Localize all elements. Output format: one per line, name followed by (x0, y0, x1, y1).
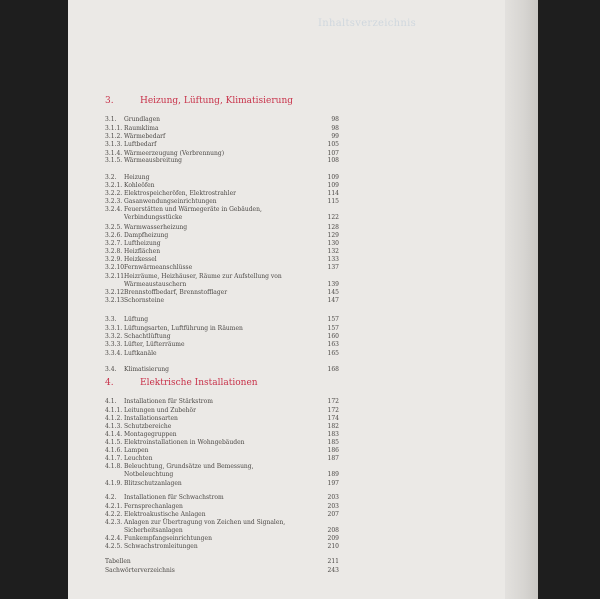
entry-number: 3.1. (105, 116, 117, 123)
entry-title: Wärmeaustauschern (124, 281, 187, 288)
entry-number: 4.2.5. (105, 543, 123, 550)
page-edge (505, 0, 538, 599)
entry-title: Wärmeerzeugung (Verbrennung) (124, 150, 225, 157)
entry-title: Installationen für Stärkstrom (124, 398, 213, 405)
toc-entry (105, 431, 339, 439)
entry-number: 3.1.5. (105, 157, 123, 164)
entry-page-number: 98 (331, 116, 339, 123)
entry-title: Montagegruppen (124, 431, 177, 438)
entry-page-number: 203 (327, 503, 339, 510)
entry-title: Fernwärmeanschlüsse (124, 264, 193, 271)
entry-page-number: 185 (327, 439, 339, 446)
toc-entry (105, 527, 339, 535)
entry-number: 3.2.6. (105, 232, 123, 239)
entry-page-number: 133 (327, 256, 339, 263)
toc-entry (105, 415, 339, 423)
entry-number: 3.2.5. (105, 224, 123, 231)
entry-page-number: 98 (331, 125, 339, 132)
entry-title: Wärmeausbreitung (124, 157, 183, 164)
toc-entry (105, 423, 339, 431)
entry-title: Elektroinstallationen in Wohngebäuden (124, 439, 245, 446)
entry-number: 3.1.1. (105, 125, 123, 132)
entry-number: 4.2.2. (105, 511, 123, 518)
entry-number: 3.2.7. (105, 240, 123, 247)
entry-page-number: 107 (327, 150, 339, 157)
entry-number: 3.4. (105, 366, 117, 373)
entry-page-number: 207 (327, 511, 339, 518)
entry-number: 3.2.9. (105, 256, 123, 263)
entry-title: Funkempfangseinrichtungen (124, 535, 212, 542)
entry-title: Klimatisierung (124, 366, 169, 373)
entry-title: Heizflächen (124, 248, 161, 255)
toc-entry (105, 248, 339, 256)
entry-number: 4.2.3. (105, 519, 123, 526)
entry-page-number: 105 (327, 141, 339, 148)
entry-number: 4.2.4. (105, 535, 123, 542)
entry-title: Notbeleuchtung (124, 471, 174, 478)
toc-entry (105, 439, 339, 447)
entry-page-number: 132 (327, 248, 339, 255)
entry-page-number: 208 (327, 527, 339, 534)
entry-number: 4.1.7. (105, 455, 123, 462)
entry-title: Installationen für Schwachstrom (124, 494, 224, 501)
toc-entry (105, 503, 339, 511)
toc-entry (105, 224, 339, 232)
entry-number: 3.1.4. (105, 150, 123, 157)
entry-number: 3.3.4. (105, 350, 123, 357)
entry-number: 4.1.1. (105, 407, 123, 414)
entry-page-number: 163 (327, 341, 339, 348)
entry-page-number: 197 (327, 480, 339, 487)
entry-number: 3.1.2. (105, 133, 123, 140)
entry-title: Heizräume, Heizhäuser, Räume zur Aufstellung von (124, 273, 282, 280)
entry-number: Sachwörterverzeichnis (105, 567, 175, 574)
entry-title: Kohleöfen (124, 182, 155, 189)
chapter-title: Elektrische Installationen (140, 378, 258, 388)
entry-page-number: 99 (331, 133, 339, 140)
entry-page-number: 108 (327, 157, 339, 164)
toc-entry (105, 316, 339, 324)
entry-title: Verbindungsstücke (124, 214, 183, 221)
entry-title: Schutzbereiche (124, 423, 172, 430)
entry-page-number: 183 (327, 431, 339, 438)
entry-title: Blitzschutzanlagen (124, 480, 182, 487)
entry-number: 3.3.3. (105, 341, 123, 348)
entry-number: 3.2.4. (105, 206, 123, 213)
entry-number: 3.2.12. (105, 289, 126, 296)
entry-page-number: 122 (327, 214, 339, 221)
entry-number: 4.2.1. (105, 503, 123, 510)
toc-entry (105, 341, 339, 349)
entry-page-number: 160 (327, 333, 339, 340)
chapter-heading (105, 96, 339, 108)
toc-entry (105, 480, 339, 488)
entry-title: Gasanwendungseinrichtungen (124, 198, 217, 205)
entry-page-number: 137 (327, 264, 339, 271)
toc-entry (105, 157, 339, 165)
entry-title: Schachtlüftung (124, 333, 171, 340)
entry-page-number: 157 (327, 316, 339, 323)
entry-page-number: 172 (327, 407, 339, 414)
entry-page-number: 139 (327, 281, 339, 288)
entry-title: Lüftungsarten, Luftführung in Räumen (124, 325, 243, 332)
entry-number: 4.1. (105, 398, 117, 405)
show-through-heading: Inhaltsverzeichnis (318, 18, 417, 29)
toc-entry (105, 494, 339, 502)
entry-page-number: 147 (327, 297, 339, 304)
toc-entry (105, 133, 339, 141)
toc-entry (105, 214, 339, 222)
toc-entry (105, 182, 339, 190)
entry-title: Warmwasserheizung (124, 224, 188, 231)
entry-number: 4.1.4. (105, 431, 123, 438)
toc-entry (105, 256, 339, 264)
toc-entry (105, 366, 339, 374)
entry-page-number: 243 (327, 567, 339, 574)
entry-number: 3.3. (105, 316, 117, 323)
entry-number: 4.2. (105, 494, 117, 501)
entry-page-number: 109 (327, 182, 339, 189)
entry-number: 4.1.9. (105, 480, 123, 487)
entry-number: Tabellen (105, 558, 131, 565)
toc-entry (105, 471, 339, 479)
entry-title: Luftbedarf (124, 141, 157, 148)
toc-entry (105, 543, 339, 551)
chapter-number: 4. (105, 378, 114, 388)
toc-entry (105, 125, 339, 133)
toc-entry (105, 289, 339, 297)
entry-number: 4.1.6. (105, 447, 123, 454)
entry-number: 4.1.8. (105, 463, 123, 470)
toc-entry (105, 463, 339, 471)
entry-page-number: 189 (327, 471, 339, 478)
entry-number: 4.1.2. (105, 415, 123, 422)
entry-page-number: 174 (327, 415, 339, 422)
entry-page-number: 130 (327, 240, 339, 247)
toc-entry (105, 350, 339, 358)
entry-number: 3.2.13. (105, 297, 126, 304)
toc-entry (105, 297, 339, 305)
toc-entry (105, 141, 339, 149)
entry-number: 3.3.2. (105, 333, 123, 340)
toc-entry (105, 407, 339, 415)
entry-title: Schwachstromleitungen (124, 543, 198, 550)
entry-title: Lüfter, Lüfterräume (124, 341, 185, 348)
toc-entry (105, 398, 339, 406)
entry-page-number: 109 (327, 174, 339, 181)
toc-entry (105, 240, 339, 248)
entry-page-number: 157 (327, 325, 339, 332)
entry-title: Raumklima (124, 125, 159, 132)
entry-page-number: 115 (327, 198, 339, 205)
entry-title: Lampen (124, 447, 149, 454)
entry-title: Installationsarten (124, 415, 178, 422)
entry-title: Elektroakustische Anlagen (124, 511, 206, 518)
entry-title: Beleuchtung, Grundsätze und Bemessung, (124, 463, 254, 470)
entry-title: Dampfheizung (124, 232, 169, 239)
entry-title: Luftkanäle (124, 350, 157, 357)
entry-page-number: 129 (327, 232, 339, 239)
chapter-number: 3. (105, 96, 114, 106)
toc-entry (105, 511, 339, 519)
toc-entry (105, 281, 339, 289)
entry-page-number: 182 (327, 423, 339, 430)
entry-number: 3.3.1. (105, 325, 123, 332)
entry-page-number: 114 (327, 190, 339, 197)
entry-number: 4.1.5. (105, 439, 123, 446)
entry-page-number: 145 (327, 289, 339, 296)
entry-number: 3.2.11. (105, 273, 126, 280)
entry-title: Fernsprechanlagen (124, 503, 183, 510)
entry-page-number: 128 (327, 224, 339, 231)
entry-number: 3.2. (105, 174, 117, 181)
toc-entry (105, 174, 339, 182)
entry-number: 3.2.10. (105, 264, 126, 271)
entry-title: Anlagen zur Übertragung von Zeichen und Signalen, (124, 519, 286, 526)
entry-title: Heizung (124, 174, 150, 181)
entry-number: 3.2.1. (105, 182, 123, 189)
toc-entry (105, 264, 339, 272)
entry-title: Heizkessel (124, 256, 157, 263)
entry-page-number: 203 (327, 494, 339, 501)
entry-number: 3.1.3. (105, 141, 123, 148)
toc-entry (105, 273, 339, 281)
entry-title: Leitungen und Zubehör (124, 407, 197, 414)
toc-entry (105, 519, 339, 527)
toc-entry (105, 206, 339, 214)
entry-title: Brennstoffbedarf, Brennstofflager (124, 289, 228, 296)
toc-entry (105, 535, 339, 543)
entry-title: Wärmebedarf (124, 133, 166, 140)
toc-entry (105, 232, 339, 240)
entry-number: 4.1.3. (105, 423, 123, 430)
entry-number: 3.2.8. (105, 248, 123, 255)
chapter-title: Heizung, Lüftung, Klimatisierung (140, 96, 294, 106)
entry-title: Luftheizung (124, 240, 161, 247)
toc-entry (105, 455, 339, 463)
toc-entry (105, 447, 339, 455)
entry-number: 3.2.2. (105, 190, 123, 197)
entry-title: Leuchten (124, 455, 153, 462)
entry-title: Schornsteine (124, 297, 165, 304)
entry-page-number: 186 (327, 447, 339, 454)
entry-page-number: 210 (327, 543, 339, 550)
entry-title: Lüftung (124, 316, 149, 323)
entry-page-number: 168 (327, 366, 339, 373)
entry-page-number: 211 (327, 558, 339, 565)
chapter-heading (105, 378, 339, 390)
entry-number: 3.2.3. (105, 198, 123, 205)
toc-entry (105, 567, 339, 575)
entry-page-number: 187 (327, 455, 339, 462)
toc-entry (105, 558, 339, 566)
entry-title: Feuerstätten und Wärmegeräte in Gebäuden, (124, 206, 262, 213)
toc-entry (105, 116, 339, 124)
entry-page-number: 165 (327, 350, 339, 357)
entry-title: Grundlagen (124, 116, 160, 123)
toc-entry (105, 190, 339, 198)
toc-entry (105, 198, 339, 206)
entry-page-number: 209 (327, 535, 339, 542)
toc-entry (105, 325, 339, 333)
toc-entry (105, 333, 339, 341)
entry-title: Elektrospeicheröfen, Elektrostrahler (124, 190, 236, 197)
entry-page-number: 172 (327, 398, 339, 405)
entry-title: Sicherheitsanlagen (124, 527, 183, 534)
